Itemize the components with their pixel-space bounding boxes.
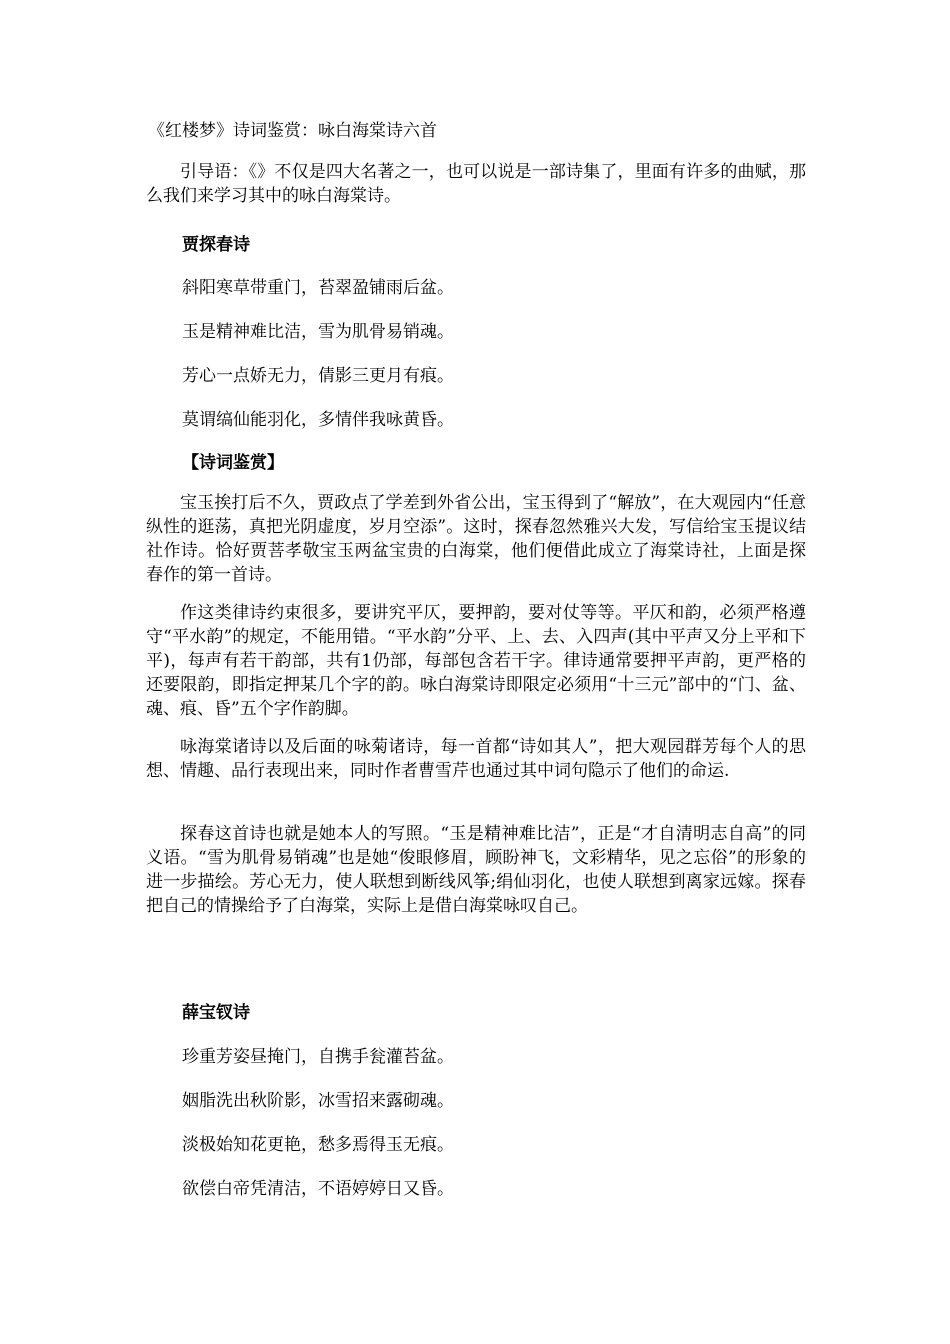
appreciation-heading: 【诗词鉴赏】 (182, 453, 284, 473)
intro-paragraph: 引导语：《》不仅是四大名著之一，也可以说是一部诗集了，里面有许多的曲赋，那么我们来学习其中的咏白海棠诗。 (146, 162, 806, 206)
paragraph-1: 宝玉挨打后不久，贾政点了学差到外省公出，宝玉得到了“解放”，在大观园内“任意纵性的逛荡，真把光阴虚度，岁月空添”。这时，探春忽然雅兴大发，写信给宝玉提议结社作诗。恰好贾菩孝敬宝玉两盆宝贵的白海棠，他们便借此成立了海棠诗社，上面是探春作的第一首诗。 (146, 493, 806, 585)
poem1-heading: 贾探春诗 (182, 235, 250, 255)
poem2-line-3: 淡极始知花更艳，愁多焉得玉无痕。 (182, 1135, 454, 1155)
paragraph-2: 作这类律诗约束很多，要讲究平仄，要押韵，要对仗等等。平仄和韵，必须严格遵守“平水韵”的规定，不能用错。“平水韵”分平、上、去、入四声(其中平声又分上平和下平)，每声有若干韵部，共有1仍部，每部包含若干字。律诗通常要押平声韵，更严格的还要限韵，即指定押某几个字的韵。咏白海棠诗即限定必须用“十三元”部中的“门、盆、魂、痕、昏”五个字作韵脚。 (146, 603, 806, 719)
poem2-heading: 薛宝钗诗 (182, 1003, 250, 1023)
poem1-line-2: 玉是精神难比洁，雪为肌骨易销魂。 (182, 322, 454, 342)
paragraph-3: 咏海棠诸诗以及后面的咏菊诸诗，每一首都“诗如其人”，把大观园群芳每个人的思想、情趣、品行表现出来，同时作者曹雪芹也通过其中词句隐示了他们的命运. (146, 737, 806, 781)
poem1-line-1: 斜阳寒草带重门，苔翠盈铺雨后盆。 (182, 278, 454, 298)
paragraph-4: 探春这首诗也就是她本人的写照。“玉是精神难比洁”，正是“才自清明志自高”的同义语。“雪为肌骨易销魂”也是她“俊眼修眉，顾盼神飞，文彩精华，见之忘俗”的形象的进一步描绘。芳心无力，使人联想到断线风筝;绢仙羽化，也使人联想到离家远嫁。探春把自己的情操给予了白海棠，实际上是借白海棠咏叹自己。 (146, 824, 806, 916)
poem2-line-4: 欲偿白帝凭清洁，不语婷婷日又昏。 (182, 1179, 454, 1199)
poem2-line-2: 姻脂洗出秋阶影，冰雪招来露砌魂。 (182, 1091, 454, 1111)
poem1-line-4: 莫谓缟仙能羽化，多情伴我咏黄昏。 (182, 410, 454, 430)
document-title: 《红楼梦》诗词鉴赏：咏白海棠诗六首 (148, 121, 437, 141)
poem1-line-3: 芳心一点娇无力，倩影三更月有痕。 (182, 366, 454, 386)
poem2-line-1: 珍重芳姿昼掩门，自携手瓮灌苔盆。 (182, 1047, 454, 1067)
